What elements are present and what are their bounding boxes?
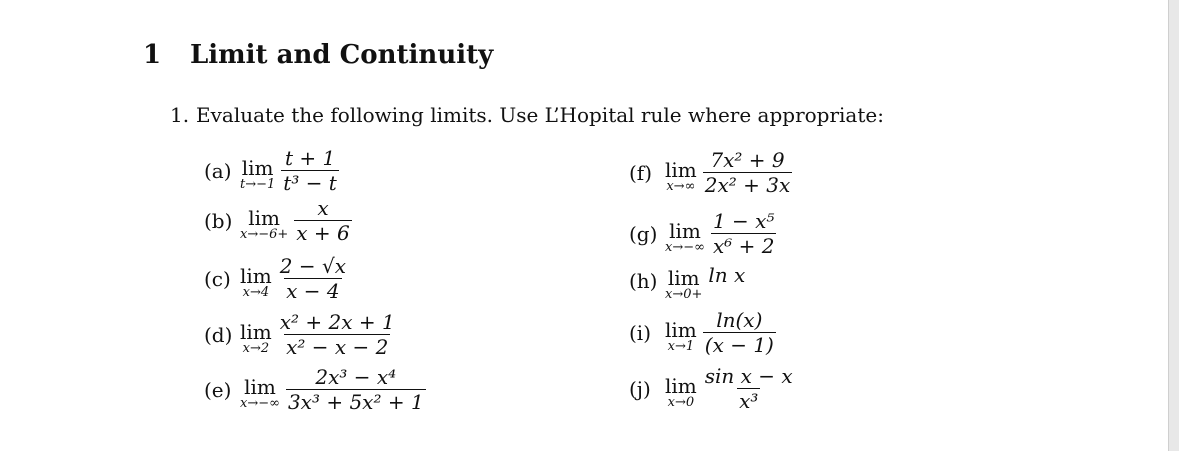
lim-word: lim [665, 317, 697, 342]
limit-item-j [629, 364, 795, 413]
item-label: (d) [204, 322, 233, 347]
denominator: (x − 1) [704, 333, 774, 357]
item-label: (c) [204, 266, 231, 291]
numerator: 2 − √x [279, 254, 346, 278]
numerator: ln(x) [716, 308, 763, 332]
denominator: x + 6 [296, 221, 350, 245]
lim-subscript: x→1 [667, 338, 695, 354]
fraction [703, 308, 776, 357]
numerator: x [317, 196, 329, 220]
lim-word: lim [240, 263, 272, 288]
lim-subscript: x→−∞ [240, 395, 280, 411]
limit-operator [240, 263, 272, 300]
item-label: (i) [629, 320, 652, 345]
denominator: x² − x − 2 [286, 335, 389, 359]
lim-subscript: x→4 [242, 284, 270, 300]
item-label: (b) [204, 208, 233, 233]
limit-item-f [629, 148, 792, 197]
fraction [703, 148, 793, 197]
limit-operator [665, 218, 705, 255]
lim-subscript: x→0+ [665, 287, 703, 302]
lim-word: lim [669, 218, 701, 243]
fraction [711, 209, 777, 258]
numerator: t + 1 [284, 146, 336, 170]
numerator: 7x² + 9 [710, 148, 785, 172]
limit-item-c [204, 254, 348, 303]
limit-item-g [629, 209, 776, 258]
question-text: Evaluate the following limits. Use L’Hopital rule where appropriate: [196, 103, 884, 127]
item-label: (j) [629, 376, 651, 401]
section-title: Limit and Continuity [190, 40, 494, 70]
limit-operator [240, 374, 280, 411]
fraction [278, 310, 397, 359]
fraction [294, 196, 351, 245]
lim-subscript: x→0 [667, 394, 695, 410]
item-label: (h) [629, 269, 658, 293]
limit-item-i [629, 308, 776, 357]
lim-subscript: x→2 [242, 340, 270, 356]
numerator: x² + 2x + 1 [279, 310, 395, 334]
question-number: 1. [170, 103, 190, 127]
lim-word: lim [667, 266, 700, 290]
limit-operator [665, 157, 697, 194]
limit-item-a [204, 146, 339, 195]
section-number: 1 [143, 40, 162, 70]
denominator: x³ [739, 389, 759, 413]
denominator: x − 4 [286, 279, 340, 303]
item-label: (g) [629, 221, 658, 246]
numerator: sin x − x [704, 364, 793, 388]
item-label: (f) [629, 160, 653, 185]
limit-operator [665, 373, 697, 410]
limit-expression: ln x [708, 263, 746, 287]
fraction [286, 365, 426, 414]
denominator: 3x³ + 5x² + 1 [287, 390, 424, 414]
item-label: (a) [204, 158, 232, 183]
item-label: (e) [204, 377, 232, 402]
lim-word: lim [248, 205, 281, 230]
limit-item-b [204, 196, 352, 245]
lim-word: lim [244, 374, 276, 399]
fraction [278, 254, 348, 303]
denominator: t³ − t [283, 171, 337, 195]
fraction [703, 364, 795, 413]
limit-item-e [204, 365, 426, 414]
fraction [281, 146, 339, 195]
denominator: 2x² + 3x [704, 173, 791, 197]
lim-subscript: x→−∞ [665, 239, 705, 255]
lim-word: lim [241, 155, 274, 180]
lim-word: lim [665, 157, 697, 182]
lim-word: lim [240, 319, 272, 344]
denominator: x⁶ + 2 [712, 234, 775, 258]
limit-item-h [629, 263, 746, 302]
numerator: 2x³ − x⁴ [315, 365, 397, 389]
limit-item-d [204, 310, 397, 359]
limit-operator [240, 205, 289, 242]
lim-subscript: x→∞ [666, 178, 696, 194]
lim-subscript: x→−6+ [240, 226, 289, 242]
limit-operator [240, 155, 276, 192]
lim-subscript: t→−1 [240, 176, 276, 192]
limit-operator [665, 317, 697, 354]
limit-operator [240, 319, 272, 356]
limit-operator [665, 268, 702, 302]
numerator: 1 − x⁵ [712, 209, 775, 233]
lim-word: lim [665, 373, 697, 398]
